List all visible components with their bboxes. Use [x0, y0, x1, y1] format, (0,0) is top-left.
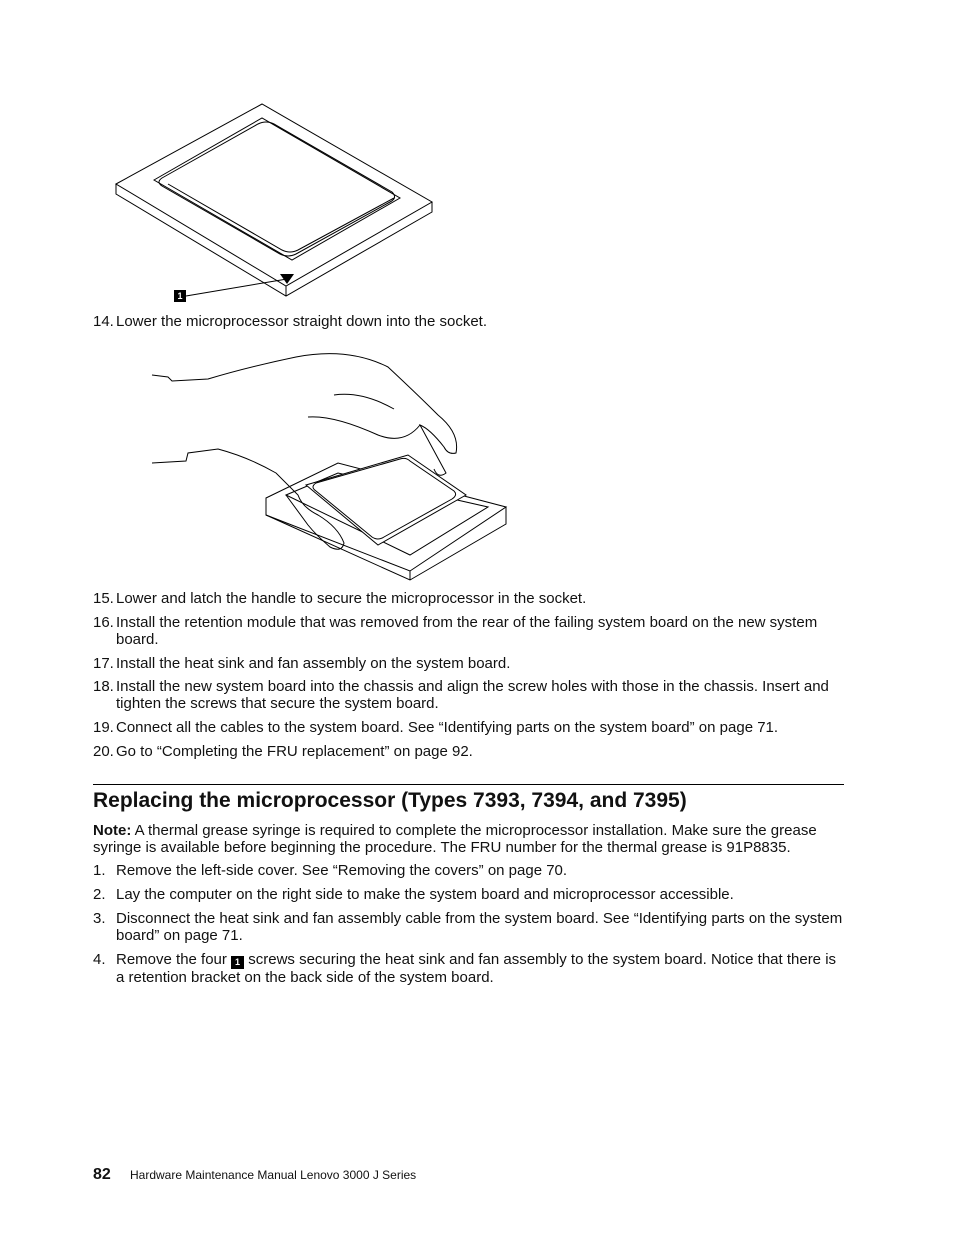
- step-text-part: Remove the four: [116, 951, 227, 968]
- step-text: Connect all the cables to the system board. See “Identifying parts on the system board” on page 71.: [116, 719, 779, 736]
- step-number: 14.: [93, 313, 114, 330]
- note-label: Note:: [93, 822, 132, 839]
- step-3: [93, 910, 845, 944]
- page-number: 82: [93, 1166, 111, 1183]
- step-number: 16.: [93, 614, 114, 631]
- step-number: 15.: [93, 590, 114, 607]
- step-text-part: screws securing the heat sink and fan assembly to the system board. Notice that there is a retention bracket on the back side of the system board.: [116, 951, 837, 986]
- step-number: 3.: [93, 910, 106, 927]
- step-text: Lay the computer on the right side to make the system board and microprocessor accessible.: [116, 886, 734, 903]
- step-number: 18.: [93, 678, 114, 695]
- step-text: Install the heat sink and fan assembly on the system board.: [116, 655, 511, 672]
- step-14: [93, 313, 845, 330]
- step-17: [93, 655, 845, 672]
- callout-label: 1: [231, 956, 244, 969]
- step-text: Lower the microprocessor straight down into the socket.: [116, 313, 488, 330]
- note-text: A thermal grease syringe is required to complete the microprocessor installation. Make sure the grease syringe is available before beginning the procedure. The FRU number for the thermal grease is 91P8835.: [93, 822, 817, 856]
- step-number: 2.: [93, 886, 106, 903]
- footer-title: Hardware Maintenance Manual Lenovo 3000 J Series: [130, 1168, 417, 1182]
- note-paragraph: [93, 822, 845, 856]
- step-text: Go to “Completing the FRU replacement” on page 92.: [116, 743, 473, 760]
- step-4: [93, 951, 845, 986]
- step-text: Install the new system board into the chassis and align the screw holes with those in the chassis. Insert and tighten the screws that secure the system board.: [116, 678, 829, 712]
- section-heading: Replacing the microprocessor (Types 7393, 7394, and 7395): [93, 789, 687, 812]
- step-19: [93, 719, 845, 736]
- hand-installing-microprocessor-illustration: [148, 345, 513, 585]
- section-divider: [93, 784, 844, 785]
- step-number: 19.: [93, 719, 114, 736]
- step-text: Lower and latch the handle to secure the microprocessor in the socket.: [116, 590, 587, 607]
- step-number: 17.: [93, 655, 114, 672]
- step-1: [93, 862, 845, 879]
- step-text: Install the retention module that was removed from the rear of the failing system board on the new system board.: [116, 614, 818, 648]
- step-2: [93, 886, 845, 903]
- step-18: [93, 678, 845, 712]
- step-16: [93, 614, 845, 648]
- step-15: [93, 590, 845, 607]
- step-number: 20.: [93, 743, 114, 760]
- step-number: 1.: [93, 862, 106, 879]
- step-number: 4.: [93, 951, 106, 968]
- step-20: [93, 743, 845, 760]
- step-text: Remove the left-side cover. See “Removing the covers” on page 70.: [116, 862, 568, 879]
- step-text: Disconnect the heat sink and fan assembly cable from the system board. See “Identifying parts on the system board” on page 71.: [116, 910, 843, 944]
- callout-label: 1: [174, 290, 186, 302]
- microprocessor-illustration: [110, 98, 440, 308]
- step-text: [116, 951, 845, 986]
